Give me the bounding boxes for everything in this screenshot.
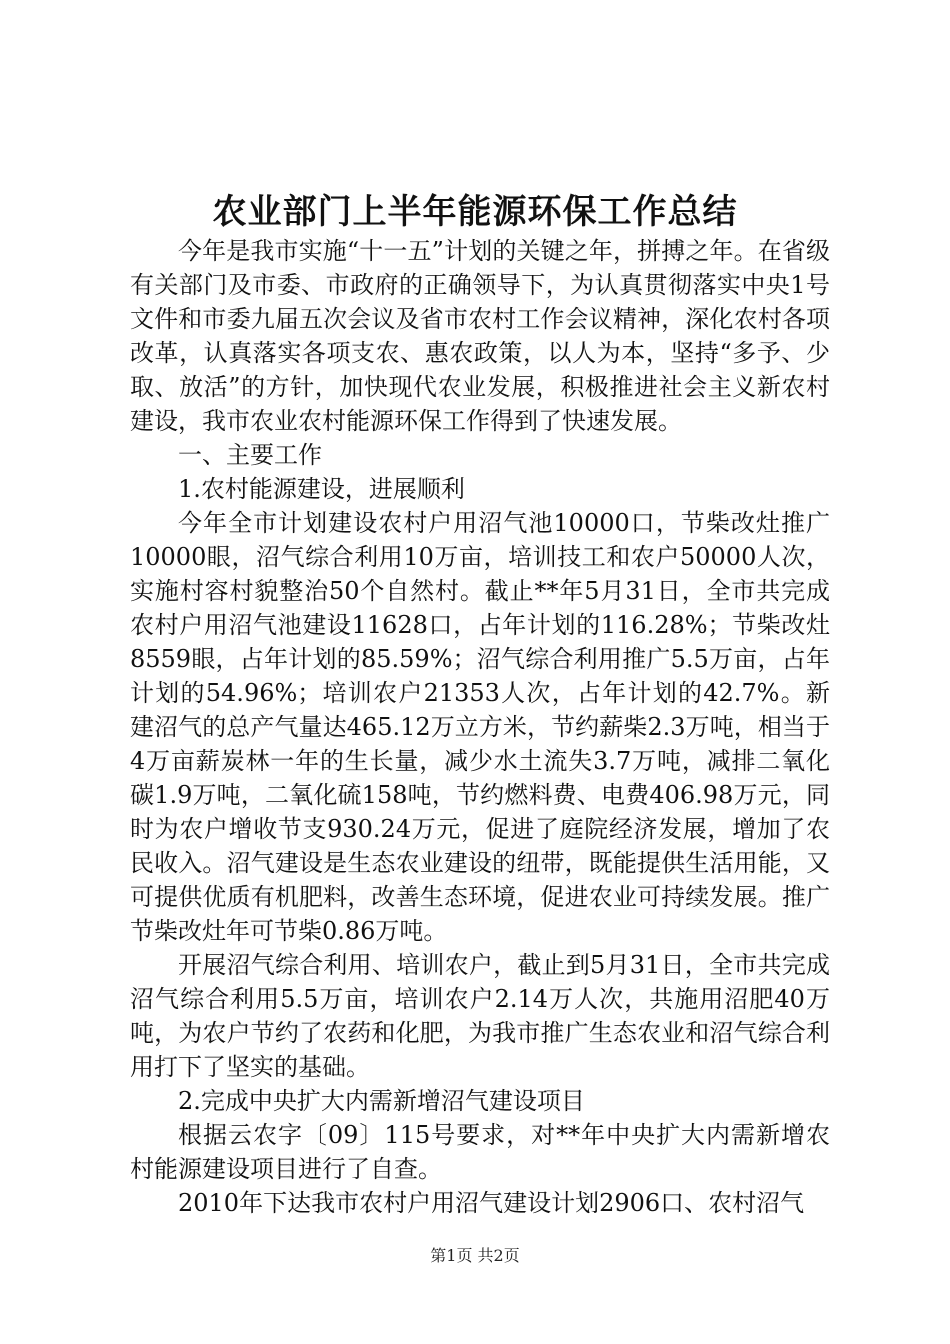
subheading-energy-construction: 1.农村能源建设，进展顺利 (178, 475, 465, 503)
intro-paragraph: 今年是我市实施“十一五”计划的关键之年，拼搏之年。在省级有关部门及市委、市政府的正确领导下，为认真贯彻落实中央1号文件和市委九届五次会议及省市农村工作会议精神，深化农村各项改革，认真落实各项支农、惠农政策，以人为本，坚持“多予、少取、放活”的方针，加快现代农业发展，积极推进社会主义新农村建设，我市农业农村能源环保工作得到了快速发展。 (130, 237, 830, 435)
page-footer: 第1页 共2页 (430, 1246, 520, 1265)
subheading-central-project: 2.完成中央扩大内需新增沼气建设项目 (178, 1087, 585, 1115)
energy-construction-paragraph: 今年全市计划建设农村户用沼气池10000口，节柴改灶推广10000眼，沼气综合利用10万亩，培训技工和农户50000人次，实施村容村貌整治50个自然村。截止**年5月31日，全市共完成农村户用沼气池建设11628口，占年计划的116.28%；节柴改灶8559眼，占年计划的85.59%；沼气综合利用推广5.5万亩，占年计划的54.96%；培训农户21353人次，占年计划的42.7%。新建沼气的总产气量达465.12万立方米，节约薪柴2.3万吨，相当于4万亩薪炭林一年的生长量，减少水土流失3.7万吨，减排二氧化碳1.9万吨，二氧化硫158吨，节约燃料费、电费406.98万元，同时为农户增收节支930.24万元，促进了庭院经济发展，增加了农民收入。沼气建设是生态农业建设的纽带，既能提供生活用能，又可提供优质有机肥料，改善生态环境，促进农业可持续发展。推广节柴改灶年可节柴0.86万吨。 (130, 509, 830, 945)
section-heading-main-work: 一、主要工作 (178, 441, 322, 469)
plan-2010-paragraph: 2010年下达我市农村户用沼气建设计划2906口、农村沼气 (178, 1189, 805, 1217)
document-title: 农业部门上半年能源环保工作总结 (212, 192, 738, 232)
document-body (130, 234, 830, 1220)
biogas-utilization-paragraph: 开展沼气综合利用、培训农户，截止到5月31日，全市共完成沼气综合利用5.5万亩，培训农户2.14万人次，共施用沼肥40万吨，为农户节约了农药和化肥，为我市推广生态农业和沼气综合利用打下了坚实的基础。 (130, 951, 830, 1081)
self-inspection-paragraph: 根据云农字〔09〕115号要求，对**年中央扩大内需新增农村能源建设项目进行了自查。 (130, 1121, 830, 1183)
